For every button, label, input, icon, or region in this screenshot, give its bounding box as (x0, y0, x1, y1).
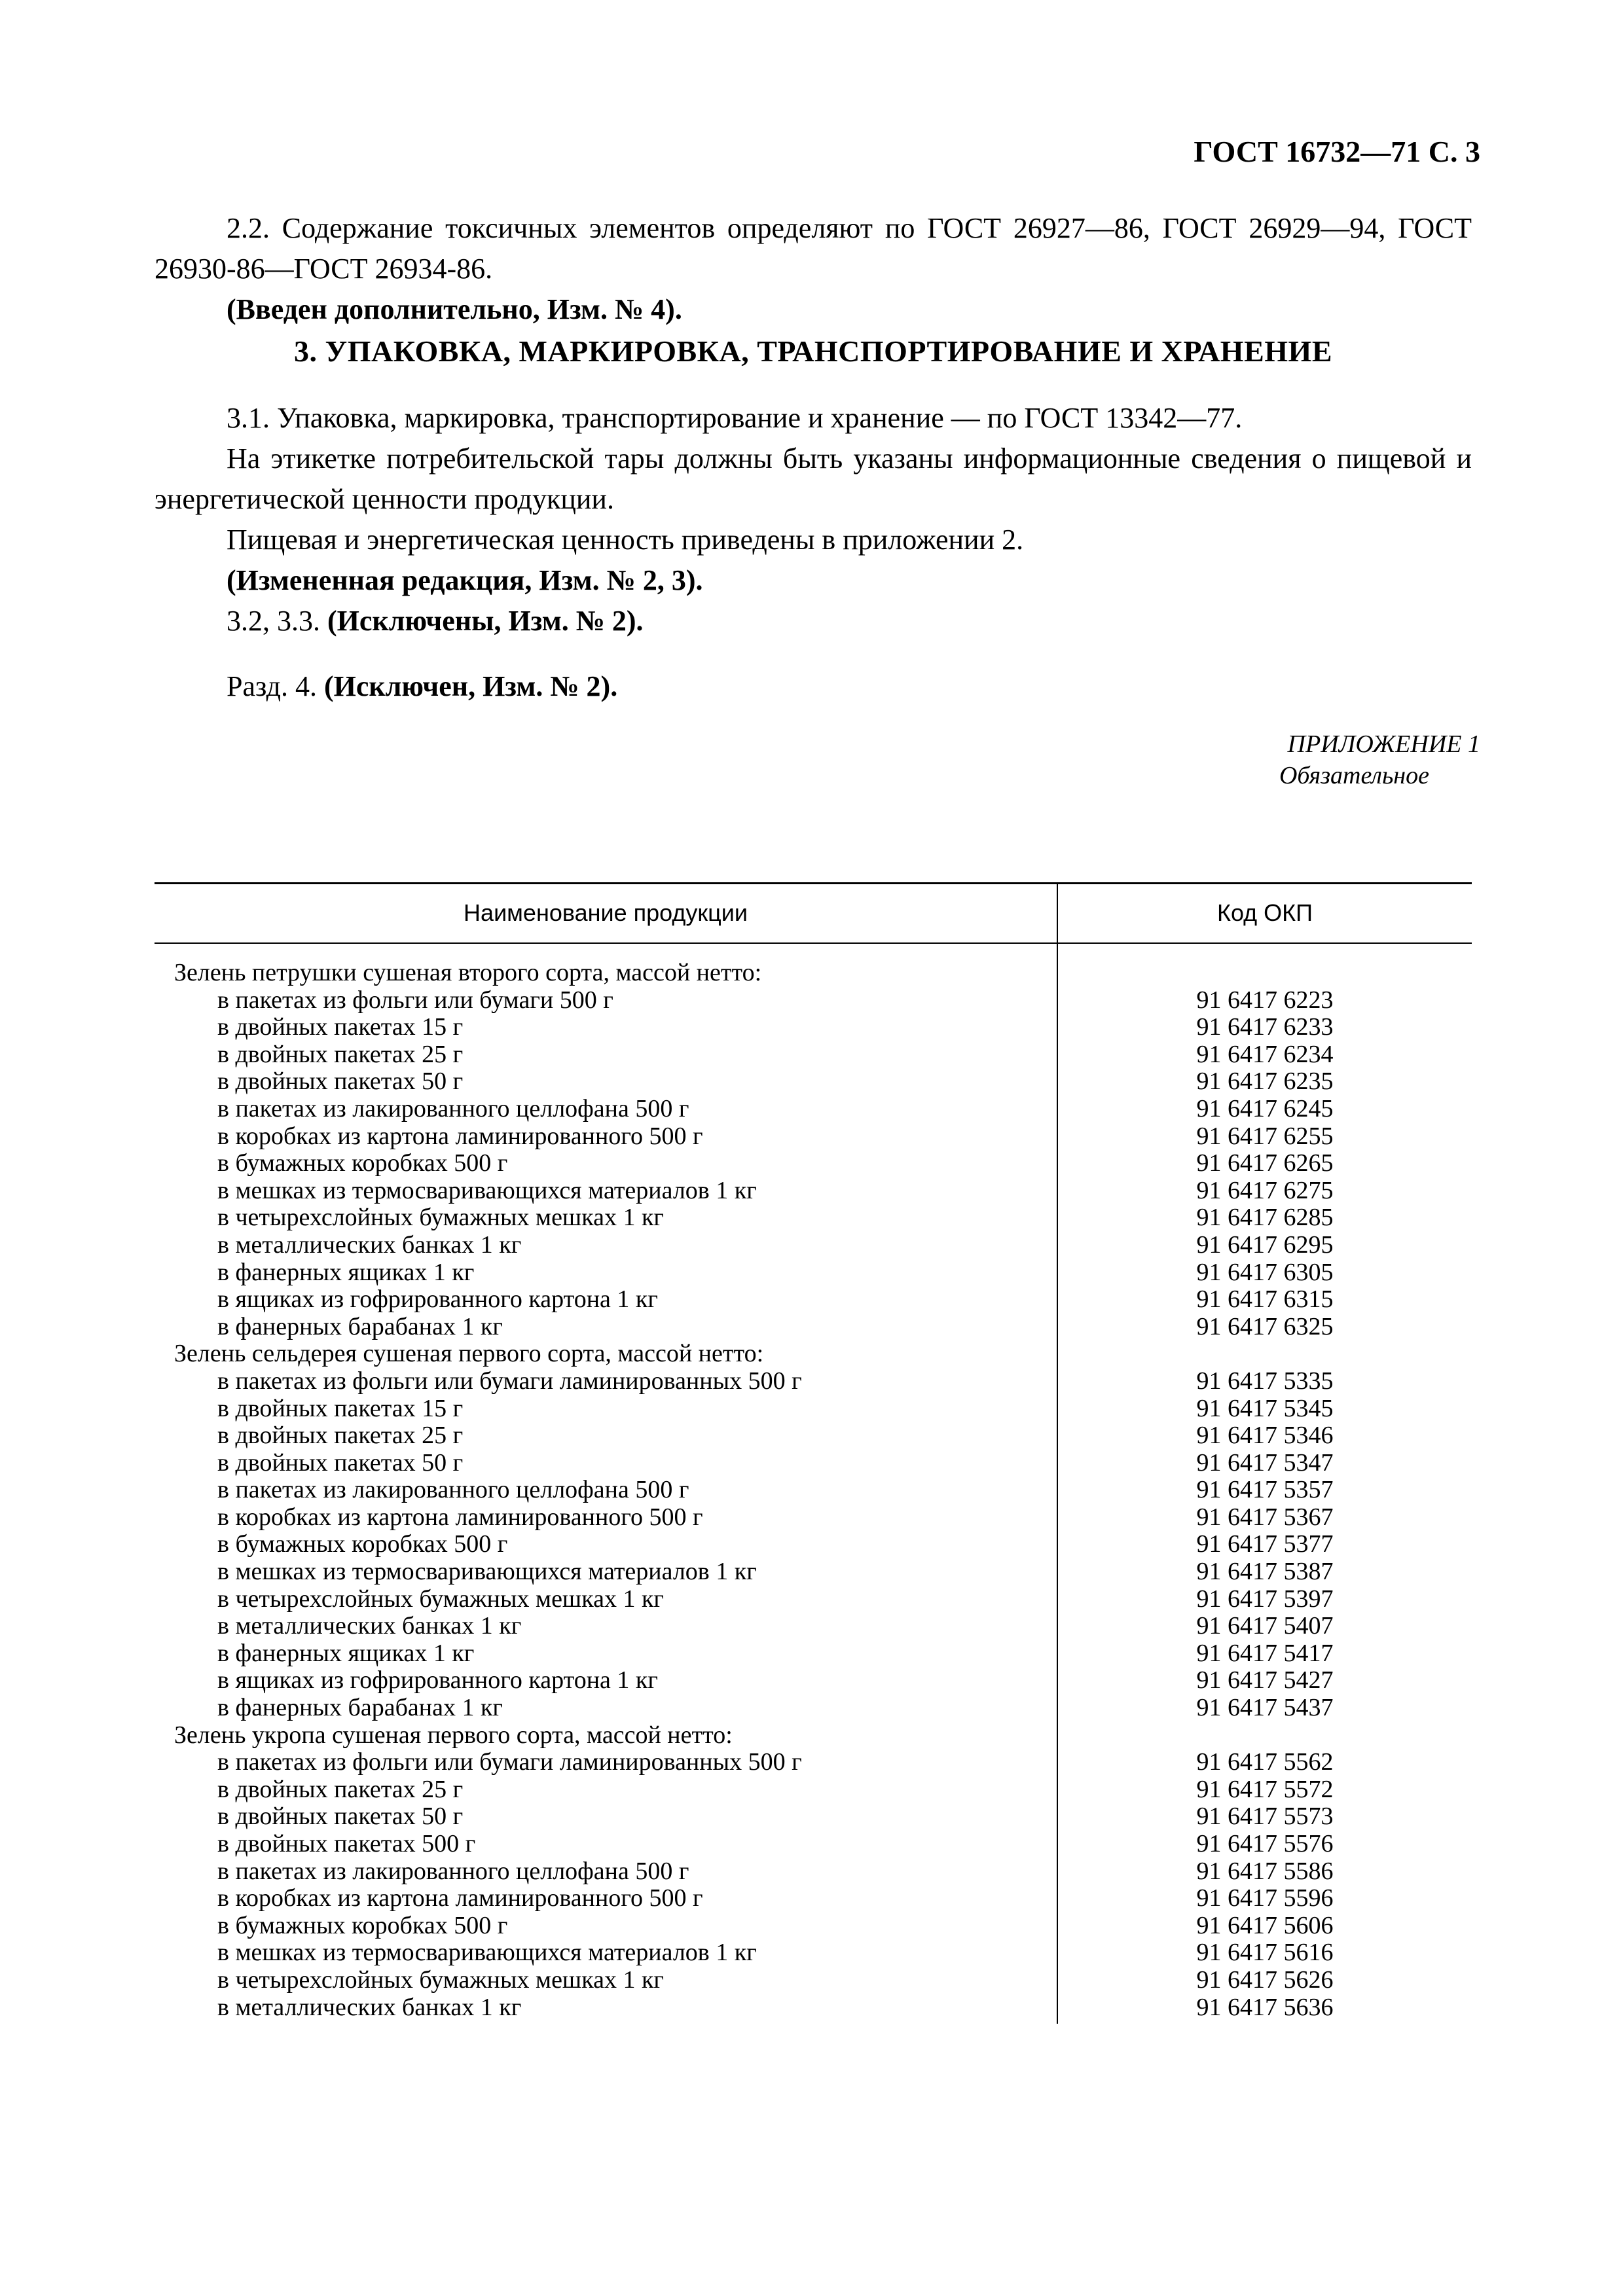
product-name-cell: Зелень петрушки сушеная второго сорта, массой нетто: (174, 959, 762, 986)
table-row (155, 1204, 1472, 1232)
okp-code-cell: 91 6417 6234 (1196, 1040, 1334, 1068)
okp-code-cell: 91 6417 6285 (1196, 1204, 1334, 1232)
section-2-text (155, 208, 1472, 330)
okp-code-cell: 91 6417 5377 (1196, 1530, 1334, 1558)
table-group-row (155, 1722, 1472, 1749)
product-name-cell: в ящиках из гофрированного картона 1 кг (217, 1285, 658, 1314)
okp-code-cell: 91 6417 5407 (1196, 1612, 1334, 1640)
table-row (155, 1150, 1472, 1177)
table-row (155, 1286, 1472, 1314)
table-row (155, 1096, 1472, 1123)
okp-code-cell: 91 6417 5387 (1196, 1558, 1334, 1586)
paragraph-section-4 (155, 666, 1472, 707)
table-row (155, 1967, 1472, 1994)
table-row (155, 1232, 1472, 1259)
okp-code-cell: 91 6417 6265 (1196, 1149, 1334, 1177)
paragraph-nutrition: Пищевая и энергетическая ценность приведены в приложении 2. (227, 524, 1024, 556)
okp-code-cell: 91 6417 5357 (1196, 1476, 1334, 1504)
table-row (155, 1885, 1472, 1912)
paragraph-2-2: 2.2. Содержание токсичных элементов определяют по ГОСТ 26927—86, ГОСТ 26929—94, ГОСТ 26930-86—ГОСТ 26934-86. (155, 212, 1472, 285)
okp-code-cell: 91 6417 6325 (1196, 1312, 1334, 1340)
product-name-cell: в пакетах из фольги или бумаги 500 г (217, 986, 613, 1014)
okp-code-cell: 91 6417 5346 (1196, 1422, 1334, 1450)
table-row (155, 1395, 1472, 1423)
product-name-cell: в мешках из термосваривающихся материалов 1 кг (217, 1939, 757, 1967)
product-name-cell: в бумажных коробках 500 г (217, 1911, 508, 1939)
product-name-cell: в металлических банках 1 кг (217, 1612, 522, 1640)
okp-code-cell: 91 6417 6235 (1196, 1067, 1334, 1096)
table-group-row (155, 1340, 1472, 1368)
table-row (155, 1558, 1472, 1586)
paragraph-3-2-3-3 (155, 601, 1472, 641)
product-name-cell: в коробках из картона ламинированного 500 г (217, 1122, 703, 1150)
table-row (155, 1068, 1472, 1096)
table-row (155, 1912, 1472, 1940)
product-name-cell: в мешках из термосваривающихся материалов 1 кг (217, 1176, 757, 1204)
product-name-cell: в фанерных барабанах 1 кг (217, 1694, 503, 1722)
okp-code-cell: 91 6417 6275 (1196, 1176, 1334, 1204)
product-name-cell: в пакетах из лакированного целлофана 500 г (217, 1857, 689, 1885)
product-name-cell: в фанерных ящиках 1 кг (217, 1639, 475, 1667)
okp-code-cell: 91 6417 5562 (1196, 1748, 1334, 1776)
product-name-cell: в двойных пакетах 15 г (217, 1013, 464, 1041)
table-row (155, 1640, 1472, 1668)
okp-code-cell: 91 6417 6315 (1196, 1285, 1334, 1314)
okp-code-cell: 91 6417 5397 (1196, 1585, 1334, 1613)
product-name-cell: в двойных пакетах 25 г (217, 1040, 464, 1068)
okp-code-cell: 91 6417 6245 (1196, 1094, 1334, 1122)
appendix-heading (1279, 728, 1480, 791)
header-okp-code: Код ОКП (1216, 899, 1313, 926)
product-name-cell: в пакетах из фольги или бумаги ламинированных 500 г (217, 1748, 802, 1776)
table-row (155, 1831, 1472, 1858)
okp-code-cell: 91 6417 6255 (1196, 1122, 1334, 1150)
product-name-cell: в мешках из термосваривающихся материалов 1 кг (217, 1558, 757, 1586)
appendix-title: ПРИЛОЖЕНИЕ 1 (1287, 730, 1480, 758)
table-row (155, 1259, 1472, 1287)
table-row (155, 1504, 1472, 1532)
okp-code-cell: 91 6417 6305 (1196, 1258, 1334, 1286)
okp-code-cell: 91 6417 5572 (1196, 1775, 1334, 1803)
table-row (155, 1776, 1472, 1804)
product-name-cell: в бумажных коробках 500 г (217, 1530, 508, 1558)
table-row (155, 1586, 1472, 1613)
product-name-cell: в бумажных коробках 500 г (217, 1149, 508, 1177)
table-row (155, 1939, 1472, 1967)
okp-code-cell: 91 6417 5335 (1196, 1367, 1334, 1395)
okp-code-cell: 91 6417 5367 (1196, 1503, 1334, 1531)
product-name-cell: в коробках из картона ламинированного 500 г (217, 1884, 703, 1912)
table-group-row (155, 960, 1472, 987)
okp-code-cell: 91 6417 6223 (1196, 986, 1334, 1014)
table-row (155, 1667, 1472, 1695)
okp-code-cell: 91 6417 6233 (1196, 1013, 1334, 1041)
table-row (155, 1177, 1472, 1205)
okp-code-cell: 91 6417 5437 (1196, 1694, 1334, 1722)
product-name-cell: в металлических банках 1 кг (217, 1993, 522, 2021)
running-title: ГОСТ 16732—71 С. 3 (1194, 135, 1480, 168)
table-row (155, 1994, 1472, 2022)
section-3-title: 3. УПАКОВКА, МАРКИРОВКА, ТРАНСПОРТИРОВАНИЕ И ХРАНЕНИЕ (293, 334, 1333, 368)
clause-ref-3-2-3-3: 3.2, 3.3. (227, 605, 320, 637)
okp-code-cell: 91 6417 5573 (1196, 1803, 1334, 1831)
product-name-cell: в двойных пакетах 25 г (217, 1422, 464, 1450)
okp-code-cell: 91 6417 5606 (1196, 1911, 1334, 1939)
table-header-rule (155, 942, 1472, 944)
product-name-cell: в двойных пакетах 50 г (217, 1067, 464, 1096)
product-name-cell: в четырехслойных бумажных мешках 1 кг (217, 1965, 664, 1994)
okp-code-cell: 91 6417 5345 (1196, 1394, 1334, 1422)
table-row (155, 1803, 1472, 1831)
okp-code-cell: 91 6417 6295 (1196, 1230, 1334, 1259)
product-name-cell: в металлических банках 1 кг (217, 1230, 522, 1259)
product-name-cell: в пакетах из фольги или бумаги ламинированных 500 г (217, 1367, 802, 1395)
okp-code-cell: 91 6417 5417 (1196, 1639, 1334, 1667)
okp-code-cell: 91 6417 5596 (1196, 1884, 1334, 1912)
product-name-cell: в двойных пакетах 50 г (217, 1448, 464, 1477)
product-name-cell: в пакетах из лакированного целлофана 500 г (217, 1094, 689, 1122)
table-row (155, 1695, 1472, 1722)
table-row (155, 1858, 1472, 1886)
table-row (155, 987, 1472, 1014)
table-body (155, 960, 1472, 2021)
table-row (155, 1531, 1472, 1558)
paragraph-3-1: 3.1. Упаковка, маркировка, транспортирование и хранение — по ГОСТ 13342—77. (227, 402, 1243, 434)
table-row (155, 1368, 1472, 1395)
product-name-cell: Зелень укропа сушеная первого сорта, массой нетто: (174, 1721, 733, 1749)
product-name-cell: в двойных пакетах 500 г (217, 1830, 476, 1857)
okp-code-cell: 91 6417 5636 (1196, 1993, 1334, 2021)
product-name-cell: в четырехслойных бумажных мешках 1 кг (217, 1204, 664, 1232)
header-product-name: Наименование продукции (464, 899, 748, 926)
table-row (155, 1749, 1472, 1776)
table-top-rule (155, 882, 1472, 884)
okp-code-cell: 91 6417 5576 (1196, 1830, 1334, 1857)
okp-code-cell: 91 6417 5616 (1196, 1939, 1334, 1967)
product-name-cell: в двойных пакетах 25 г (217, 1775, 464, 1803)
product-name-cell: в коробках из картона ламинированного 500 г (217, 1503, 703, 1531)
table-row (155, 1014, 1472, 1041)
okp-code-cell: 91 6417 5427 (1196, 1666, 1334, 1695)
product-name-cell: в четырехслойных бумажных мешках 1 кг (217, 1585, 664, 1613)
table-row (155, 1450, 1472, 1477)
table-row (155, 1314, 1472, 1341)
table-row (155, 1477, 1472, 1504)
product-name-cell: в фанерных ящиках 1 кг (217, 1258, 475, 1286)
paragraph-label-info: На этикетке потребительской тары должны быть указаны информационные сведения о пищевой и энергетической ценности продукции. (155, 442, 1472, 515)
section-3-text (155, 398, 1472, 707)
amendment-note-3-1: (Измененная редакция, Изм. № 2, 3). (227, 564, 703, 596)
product-name-cell: в ящиках из гофрированного картона 1 кг (217, 1666, 658, 1695)
table-row (155, 1041, 1472, 1069)
table-row (155, 1613, 1472, 1640)
appendix-subtitle: Обязательное (1279, 762, 1429, 789)
excluded-note-section-4: (Исключен, Изм. № 2). (323, 670, 618, 702)
amendment-note-2-2: (Введен дополнительно, Изм. № 4). (227, 293, 682, 325)
product-name-cell: в пакетах из лакированного целлофана 500 г (217, 1476, 689, 1504)
product-name-cell: Зелень сельдерея сушеная первого сорта, массой нетто: (174, 1340, 764, 1368)
product-name-cell: в двойных пакетах 50 г (217, 1803, 464, 1831)
table-row (155, 1422, 1472, 1450)
okp-code-cell: 91 6417 5586 (1196, 1857, 1334, 1885)
okp-code-cell: 91 6417 5347 (1196, 1448, 1334, 1477)
product-name-cell: в фанерных барабанах 1 кг (217, 1312, 503, 1340)
clause-ref-section-4: Разд. 4. (227, 670, 317, 702)
excluded-note-3-2-3-3: (Исключены, Изм. № 2). (327, 605, 644, 637)
okp-code-cell: 91 6417 5626 (1196, 1965, 1334, 1994)
table-row (155, 1123, 1472, 1151)
product-name-cell: в двойных пакетах 15 г (217, 1394, 464, 1422)
